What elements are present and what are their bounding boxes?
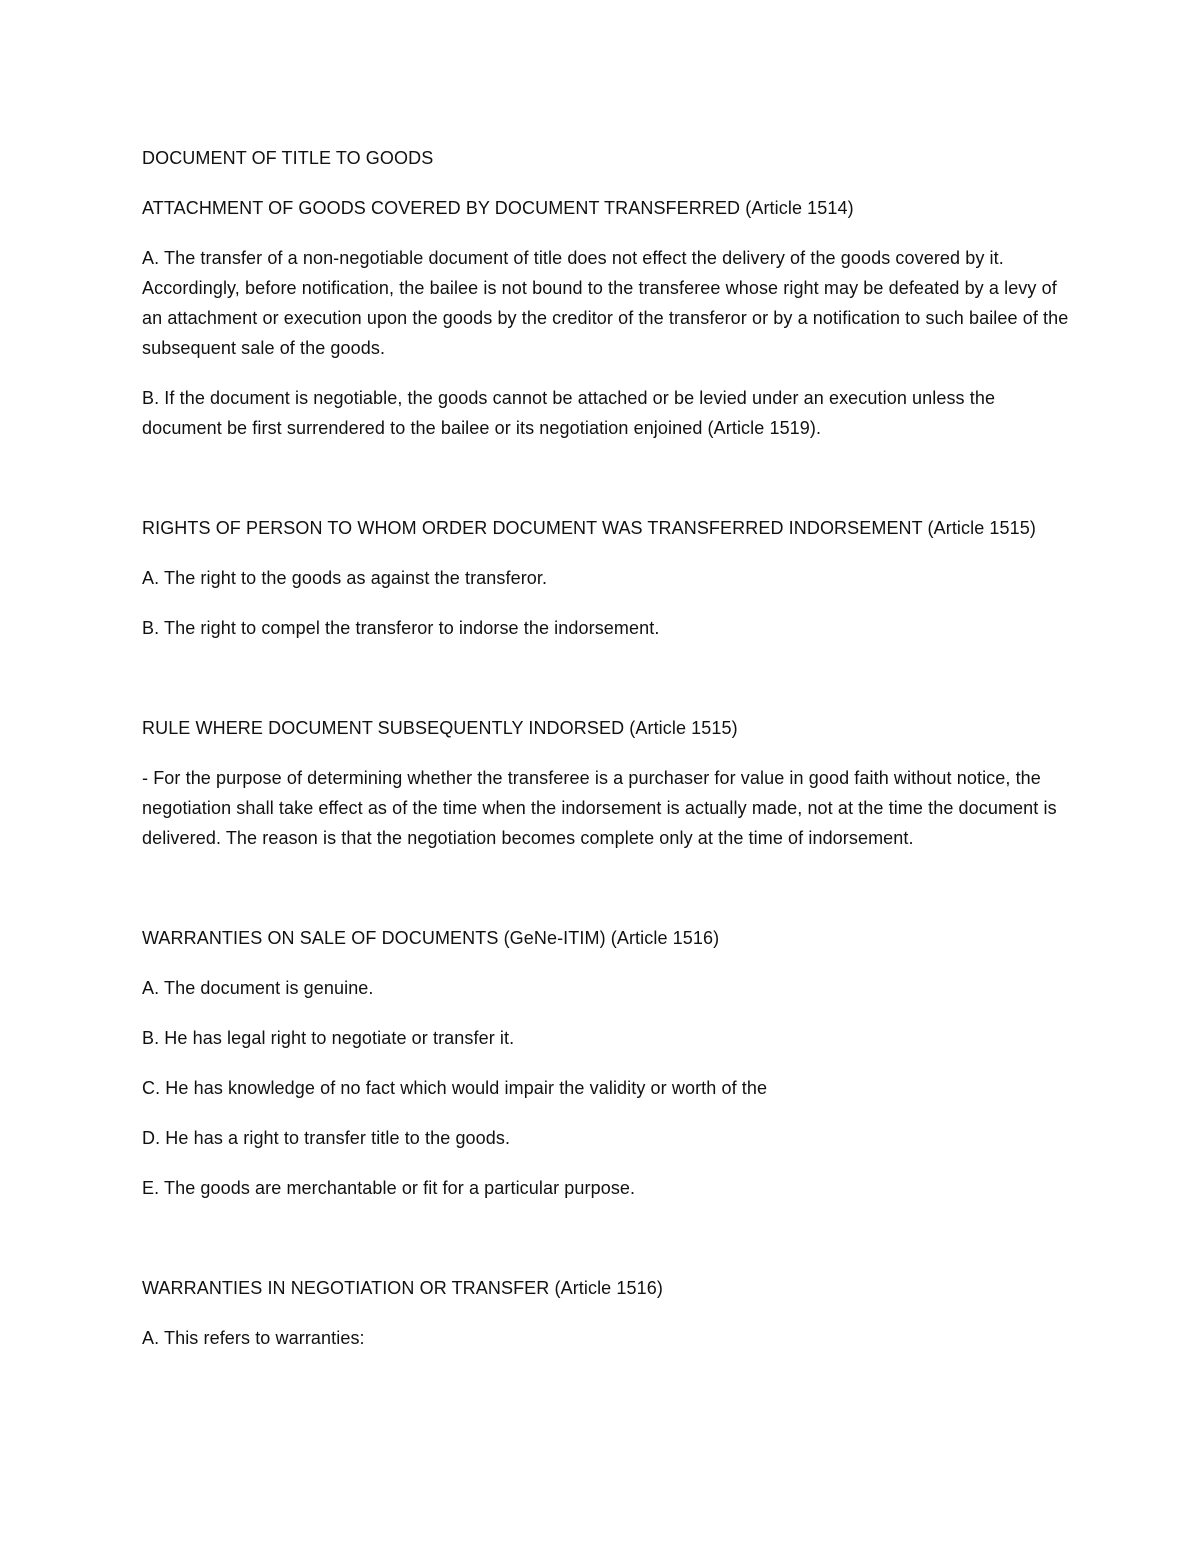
list-item: B. He has legal right to negotiate or transfer it. (142, 1028, 515, 1048)
list-item: A. The document is genuine. (142, 978, 374, 998)
document-title: DOCUMENT OF TITLE TO GOODS (142, 148, 434, 168)
paragraph: B. The right to compel the transferor to indorse the indorsement. (142, 618, 660, 638)
list-item: C. He has knowledge of no fact which would impair the validity or worth of the (142, 1078, 768, 1098)
paragraph: B. If the document is negotiable, the goods cannot be attached or be levied under an execution unless the document be first surrendered to the bailee or its negotiation enjoined (Article 1519). (142, 388, 996, 438)
section-heading-rights: RIGHTS OF PERSON TO WHOM ORDER DOCUMENT WAS TRANSFERRED INDORSEMENT (Article 1515) (142, 518, 1036, 538)
document-body (142, 143, 1072, 1353)
list-item: D. He has a right to transfer title to the goods. (142, 1128, 511, 1148)
section-heading-warranties-negotiation: WARRANTIES IN NEGOTIATION OR TRANSFER (Article 1516) (142, 1278, 663, 1298)
section-heading-warranties-sale: WARRANTIES ON SALE OF DOCUMENTS (GeNe-ITIM) (Article 1516) (142, 928, 720, 948)
paragraph: A. The right to the goods as against the transferor. (142, 568, 548, 588)
section-heading-rule: RULE WHERE DOCUMENT SUBSEQUENTLY INDORSED (Article 1515) (142, 718, 738, 738)
list-item: A. This refers to warranties: (142, 1328, 365, 1348)
paragraph: A. The transfer of a non-negotiable document of title does not effect the delivery of the goods covered by it. Accordingly, before notification, the bailee is not bound to the transferee whose right may be defeated by a levy of an attachment or execution upon the goods by the creditor of the transferor or by a notification to such bailee of the subsequent sale of the goods. (142, 248, 1069, 358)
section-heading-attachment: ATTACHMENT OF GOODS COVERED BY DOCUMENT TRANSFERRED (Article 1514) (142, 198, 854, 218)
paragraph: - For the purpose of determining whether the transferee is a purchaser for value in good faith without notice, the negotiation shall take effect as of the time when the indorsement is actually made, not at the time the document is delivered. The reason is that the negotiation becomes complete only at the time of indorsement. (142, 768, 1057, 848)
list-item: E. The goods are merchantable or fit for a particular purpose. (142, 1178, 636, 1198)
